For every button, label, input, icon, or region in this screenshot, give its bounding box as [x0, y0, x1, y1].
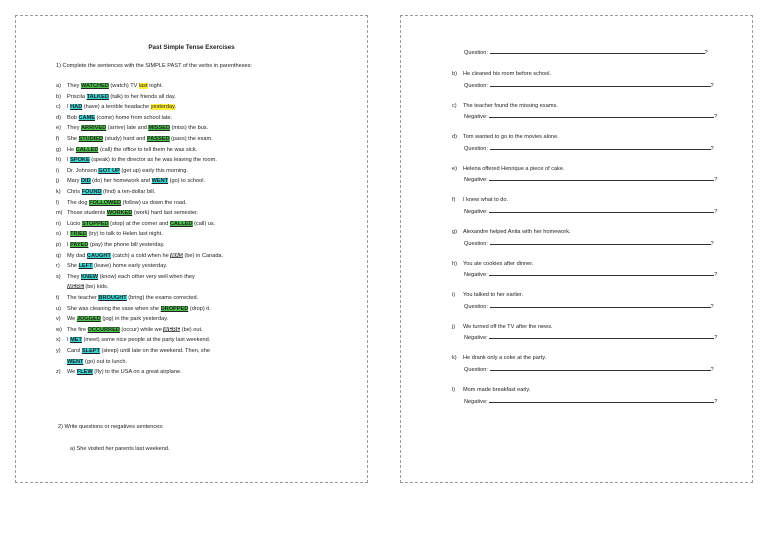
answer-word[interactable]: CAME	[78, 114, 95, 121]
question-mark: ?	[710, 303, 714, 310]
question-mark: ?	[714, 208, 718, 215]
answer-word[interactable]: DID	[80, 178, 91, 185]
answer-word[interactable]: WERE	[67, 284, 84, 291]
item-text: They	[67, 125, 81, 132]
item-text: (try) to talk to Helen last night.	[86, 231, 163, 238]
answer-word[interactable]: SLEPT	[81, 348, 100, 354]
question-mark: ?	[704, 50, 708, 56]
prompt-label: Question:	[464, 303, 488, 310]
sentence-text: You ate cookies after dinner.	[463, 260, 534, 267]
answer-word[interactable]: PASSED	[146, 136, 170, 142]
answer-line	[464, 270, 717, 278]
answer-word[interactable]: ARRIVED	[81, 125, 107, 132]
sentence-text: Helena offered Henrique a piece of cake.	[463, 165, 565, 172]
item-text: (meet) some nice people at the party last weekend.	[81, 337, 211, 344]
prompt-label: Question:	[464, 145, 488, 152]
item-label: x)	[56, 337, 61, 344]
answer-word[interactable]: DROPPED	[160, 305, 189, 312]
question-mark: ?	[714, 398, 718, 405]
exercise-item	[56, 104, 176, 111]
question-mark: ?	[710, 240, 714, 247]
exercise-sentence	[452, 355, 546, 362]
answer-word[interactable]: WENT	[151, 178, 169, 185]
item-text: (speak) to the director as he was leaving the room.	[89, 157, 217, 164]
item-text: (pay) the phone bill yesterday.	[88, 242, 165, 248]
prompt-label: Question:	[464, 82, 488, 89]
section-2-item-a: a) She visited her parents last weekend.	[70, 446, 170, 452]
answer-blank[interactable]	[490, 144, 711, 150]
answer-line	[464, 239, 714, 247]
item-text: We	[67, 316, 77, 323]
item-label: f)	[56, 136, 60, 142]
item-label: t)	[56, 295, 60, 301]
item-text: We	[67, 369, 77, 376]
exercise-item	[56, 210, 198, 217]
question-mark: ?	[710, 145, 714, 152]
item-text: I	[67, 242, 71, 248]
answer-word[interactable]: WAS	[170, 252, 183, 259]
item-text: (arrive) late and	[106, 125, 149, 132]
item-label: d)	[56, 114, 61, 121]
answer-word[interactable]: WORKED	[106, 210, 133, 217]
item-text: (pass) the exam.	[169, 136, 213, 142]
item-text: (study) hard and	[103, 136, 147, 142]
sentence-text: We turned off the TV after the news.	[463, 323, 553, 330]
item-text: (follow) us down the road.	[121, 199, 187, 206]
item-text: (call) us.	[192, 220, 216, 227]
prompt-label: Negative:	[464, 114, 488, 121]
item-label: g)	[452, 229, 457, 235]
section-1-instructions: 1) Complete the sentences with the SIMPLE PAST of the verbs in parentheses:	[56, 63, 252, 69]
item-label: j)	[452, 323, 456, 330]
answer-word[interactable]: GOT UP	[98, 167, 120, 174]
item-text: Chris	[67, 189, 82, 195]
item-label: i)	[56, 167, 60, 174]
answer-word[interactable]: SPOKE	[70, 157, 90, 164]
item-text: She was cleaning the vase when she	[67, 305, 161, 312]
item-label: c)	[452, 102, 457, 109]
answer-blank[interactable]	[490, 365, 711, 371]
item-text: (get up) early this morning.	[119, 167, 188, 174]
item-label: s)	[56, 273, 61, 280]
item-label: n)	[56, 220, 61, 227]
item-text: They	[67, 83, 81, 89]
answer-word[interactable]: JOGGED	[76, 316, 101, 323]
exercise-item	[56, 284, 108, 291]
exercise-sentence	[452, 261, 533, 268]
exercise-sentence	[452, 134, 559, 141]
answer-blank[interactable]	[489, 397, 714, 403]
exercise-item	[56, 253, 223, 260]
answer-line	[464, 112, 717, 120]
answer-word[interactable]: STUDIED	[78, 136, 104, 142]
sentence-text: Tom wanted to go to the movies alone.	[463, 134, 559, 141]
answer-word[interactable]: WENT	[67, 358, 84, 365]
item-label: l)	[56, 199, 60, 206]
item-text: (be) kids.	[83, 284, 109, 291]
item-text: (do) her homework and	[90, 178, 152, 185]
item-text: Bob	[67, 114, 79, 121]
item-label: c)	[56, 104, 61, 111]
question-mark: ?	[714, 114, 718, 121]
answer-word[interactable]: TALKED	[86, 93, 109, 100]
exercise-item	[56, 83, 163, 90]
exercise-item	[56, 168, 188, 175]
item-label: q)	[56, 252, 61, 259]
prompt-label: Negative:	[464, 272, 488, 279]
prompt-label: Negative:	[464, 335, 488, 342]
item-text: Priscila	[67, 93, 87, 100]
item-text: The dog	[67, 199, 90, 206]
answer-line	[464, 365, 714, 373]
prompt-label: Negative:	[464, 177, 488, 184]
answer-line	[464, 397, 717, 405]
prompt-label: Question:	[464, 366, 488, 373]
exercise-item	[56, 231, 163, 238]
answer-word[interactable]: FOUND	[81, 189, 102, 195]
sentence-text: He drank only a coke at the party.	[463, 355, 547, 362]
answer-blank[interactable]	[490, 48, 705, 54]
exercise-item	[56, 306, 211, 313]
item-text: (call) the office to tell them he was sick.	[98, 146, 198, 153]
answer-word[interactable]: WERE	[163, 326, 181, 333]
exercise-item	[56, 263, 167, 270]
exercise-item	[56, 295, 198, 302]
item-text: (fly) to the USA on a great airplane.	[92, 369, 182, 376]
item-text: Carol	[67, 348, 82, 354]
worksheet-page-2	[400, 15, 753, 483]
item-label: r)	[56, 263, 60, 270]
sentence-text: I knew what to do.	[463, 197, 509, 204]
item-text: (leave) home early yesterday.	[92, 263, 168, 270]
item-text: (go) out to lunch.	[83, 358, 128, 365]
item-text: I	[67, 337, 71, 344]
answer-line	[464, 302, 714, 310]
item-label: h)	[452, 260, 457, 267]
item-text: I	[67, 104, 71, 111]
answer-blank[interactable]	[490, 81, 711, 87]
exercise-item	[56, 327, 203, 334]
item-label: z)	[56, 369, 61, 376]
item-text: night.	[147, 83, 163, 89]
exercise-item	[56, 115, 172, 122]
answer-blank[interactable]	[489, 270, 714, 276]
answer-word[interactable]: FOLLOWED	[89, 199, 122, 206]
prompt-label: Negative:	[464, 398, 488, 405]
answer-line	[464, 144, 714, 152]
item-text: (catch) a cold when he	[110, 252, 171, 259]
item-text: (sleep) until late on the weekend. Then, she	[99, 348, 210, 354]
exercise-sentence	[452, 71, 551, 78]
exercise-item	[56, 136, 213, 143]
prompt-label: Negative:	[464, 208, 488, 215]
answer-blank[interactable]	[489, 112, 714, 118]
item-text: The fire	[67, 326, 88, 333]
answer-word[interactable]: FLEW	[76, 369, 93, 376]
item-text: I	[67, 157, 71, 164]
answer-blank[interactable]	[490, 302, 711, 308]
exercise-item	[56, 242, 165, 249]
item-text: She	[67, 263, 79, 270]
exercise-item	[56, 359, 127, 366]
question-mark: ?	[710, 82, 714, 89]
answer-blank[interactable]	[490, 239, 711, 245]
item-label: k)	[56, 189, 61, 195]
answer-word[interactable]: CAUGHT	[86, 252, 111, 259]
item-text: I	[67, 231, 71, 238]
item-text: Lúcio	[67, 220, 82, 227]
sentence-text: You talked to her earlier.	[463, 292, 524, 299]
item-text: (miss) the bus.	[169, 125, 209, 132]
item-text: (jog) in the park yesterday.	[100, 316, 169, 323]
exercise-item	[56, 369, 182, 376]
item-text: (know) each other very well when they	[98, 273, 195, 280]
item-text: Dr. Johnson	[67, 167, 99, 174]
exercise-sentence	[452, 292, 523, 299]
answer-word[interactable]: PAYED	[70, 242, 89, 248]
exercise-item	[56, 178, 205, 185]
answer-word[interactable]: OCCURRED	[87, 326, 120, 333]
item-label: e)	[452, 165, 457, 172]
item-label: j)	[56, 178, 60, 185]
item-text: .	[174, 104, 177, 111]
answer-blank[interactable]	[489, 207, 714, 213]
exercise-item	[56, 147, 197, 154]
item-text: The teacher	[67, 295, 99, 301]
exercise-sentence	[452, 324, 553, 331]
item-text: He	[67, 146, 76, 153]
item-label: f)	[452, 197, 456, 204]
answer-line	[464, 81, 714, 89]
item-text: (come) home from school late.	[95, 114, 173, 121]
item-label: g)	[56, 146, 61, 153]
worksheet-page-1	[15, 15, 368, 483]
item-label: b)	[56, 93, 61, 100]
item-text: They	[67, 273, 81, 280]
item-label: h)	[56, 157, 61, 164]
exercise-item	[56, 337, 210, 344]
answer-word[interactable]: MET	[70, 337, 82, 344]
item-text: Those students	[67, 210, 107, 217]
answer-word[interactable]: BROUGHT	[98, 295, 127, 301]
item-text: (have) a terrible headache	[82, 104, 151, 111]
exercise-item	[56, 94, 176, 101]
answer-word[interactable]: HAD	[70, 104, 83, 111]
item-text: (watch) TV	[108, 83, 139, 89]
question-mark: ?	[714, 177, 718, 184]
answer-line	[464, 175, 717, 183]
item-text: (work) hard last semester.	[132, 210, 199, 217]
answer-line	[464, 333, 717, 341]
item-text: (drop) it.	[188, 305, 211, 312]
answer-word[interactable]: LEFT	[78, 263, 93, 270]
answer-word[interactable]: MISSED	[148, 125, 170, 132]
item-text: My dad	[67, 252, 87, 259]
item-text: (stop) at the corner and	[108, 220, 170, 227]
item-label: o)	[56, 231, 61, 238]
item-label: u)	[56, 305, 61, 312]
highlighted-text: last	[138, 83, 148, 89]
highlighted-text: yesterday	[150, 104, 175, 111]
item-label: p)	[56, 242, 61, 248]
item-label: k)	[452, 355, 457, 362]
item-text: She	[67, 136, 79, 142]
worksheet-title: Past Simple Tense Exercises	[148, 44, 235, 51]
answer-blank[interactable]	[489, 175, 714, 181]
exercise-sentence	[452, 166, 565, 173]
item-text: Mary	[67, 178, 81, 185]
answer-word[interactable]: WATCHED	[81, 83, 109, 89]
exercise-sentence	[452, 229, 571, 236]
exercise-item	[56, 316, 168, 323]
answer-word[interactable]: KNEW	[81, 273, 99, 280]
exercise-sentence	[452, 103, 558, 110]
exercise-sentence	[452, 197, 508, 204]
answer-word[interactable]: STOPPED	[81, 220, 109, 227]
answer-word[interactable]: CALLED	[75, 146, 99, 153]
item-label: b)	[452, 71, 457, 77]
prompt-label: Question:	[464, 240, 488, 247]
item-label: y)	[56, 348, 61, 354]
exercise-item	[56, 157, 217, 164]
item-label: e)	[56, 125, 61, 132]
item-text: (find) a ten-dollar bill.	[101, 189, 156, 195]
prompt-label: Question:	[464, 50, 488, 56]
sentence-text: Alexandre helped Anita with her homework.	[463, 229, 571, 235]
section-2-instructions: 2) Write questions or negatives sentences:	[58, 424, 164, 430]
exercise-item	[56, 189, 155, 196]
question-mark: ?	[710, 366, 714, 373]
item-label: a)	[56, 83, 61, 89]
exercise-item	[56, 274, 195, 281]
exercise-sentence	[452, 387, 530, 394]
answer-word[interactable]: CALLED	[169, 220, 193, 227]
item-text: (be) out.	[180, 326, 203, 333]
item-label: i)	[452, 292, 456, 299]
exercise-item	[56, 221, 215, 228]
item-text: (be) in Canada.	[182, 252, 224, 259]
item-text: (go) to school.	[168, 178, 206, 185]
exercise-item	[56, 125, 208, 132]
item-text: (occur) while we	[119, 326, 164, 333]
answer-line	[464, 207, 717, 215]
sentence-text: The teacher found the missing exams.	[463, 102, 558, 109]
question-mark: ?	[714, 335, 718, 342]
sentence-text: He cleaned his room before school.	[463, 71, 551, 77]
exercise-item	[56, 348, 210, 355]
sentence-text: Mom made breakfast early.	[463, 387, 531, 393]
item-text: (talk) to her friends all day.	[108, 93, 176, 100]
exercise-item	[56, 200, 187, 207]
answer-word[interactable]: TRIED	[70, 231, 87, 238]
answer-line-a	[464, 48, 708, 56]
item-label: d)	[452, 134, 457, 141]
item-label: v)	[56, 316, 61, 323]
item-label: l)	[452, 387, 456, 393]
answer-blank[interactable]	[489, 333, 714, 339]
item-label: m)	[56, 210, 63, 217]
item-text: (bring) the exams corrected.	[126, 295, 199, 301]
item-label: w)	[56, 326, 62, 333]
question-mark: ?	[714, 272, 718, 279]
